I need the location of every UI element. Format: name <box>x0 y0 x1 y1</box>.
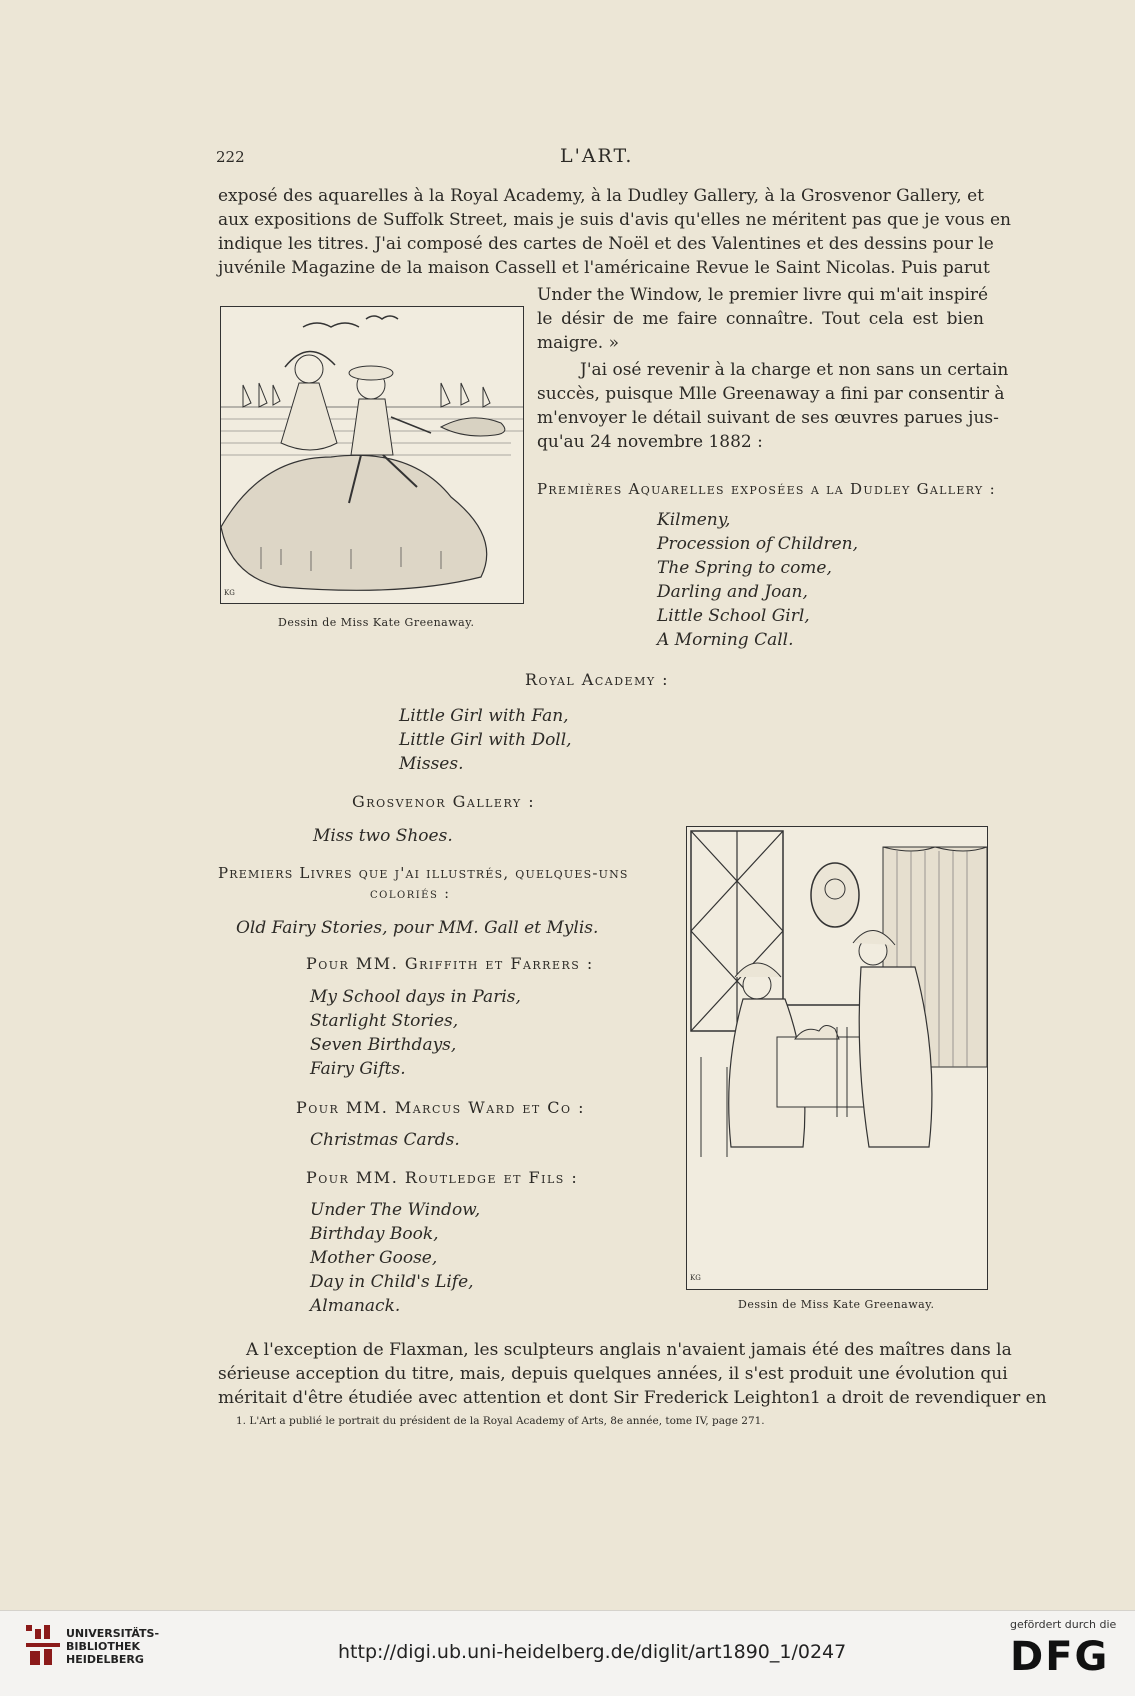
artwork-title: The Spring to come, <box>657 558 832 578</box>
paragraph-line: exposé des aquarelles à la Royal Academy, à la Dudley Gallery, à la Grosvenor Gallery, et <box>218 186 984 206</box>
children-drawing <box>221 307 523 603</box>
paragraph-line: J'ai osé revenir à la charge et non sans un certain <box>580 360 1009 380</box>
artist-monogram: KG <box>224 589 235 597</box>
paragraph-line: qu'au 24 novembre 1882 : <box>537 432 763 452</box>
book-title: Mother Goose, <box>310 1248 438 1268</box>
figure-1-caption: Dessin de Miss Kate Greenaway. <box>278 616 475 629</box>
paragraph-line: le désir de me faire connaître. Tout cela est bien <box>537 309 984 329</box>
library-name-line: BIBLIOTHEK <box>66 1640 141 1653</box>
book-title: Starlight Stories, <box>310 1011 459 1031</box>
book-title: Under The Window, <box>310 1200 481 1220</box>
illustration-tea-scene <box>686 826 988 1290</box>
book-title: Christmas Cards. <box>310 1130 460 1150</box>
library-name-line: HEIDELBERG <box>66 1653 144 1666</box>
books-heading-continued: coloriés : <box>370 886 451 902</box>
routledge-heading: Pour MM. Routledge et Fils : <box>306 1168 579 1187</box>
illustration-children-on-rock <box>220 306 524 604</box>
artwork-title: Kilmeny, <box>657 510 731 530</box>
paragraph-line: sérieuse acception du titre, mais, depuis quelques années, il s'est produit une évolution qui <box>218 1364 1008 1384</box>
book-title: My School days in Paris, <box>310 987 521 1007</box>
footnote: 1. L'Art a publié le portrait du président de la Royal Academy of Arts, 8e année, tome IV, page 271. <box>236 1415 765 1427</box>
artwork-title: Little School Girl, <box>657 606 810 626</box>
funded-by-label: gefördert durch die <box>1010 1618 1117 1631</box>
paragraph-line: indique les titres. J'ai composé des cartes de Noël et des Valentines et des dessins pour le <box>218 234 994 254</box>
marcus-heading: Pour MM. Marcus Ward et Co : <box>296 1098 586 1117</box>
paragraph-line: aux expositions de Suffolk Street, mais je suis d'avis qu'elles ne méritent pas que je vous en <box>218 210 1011 230</box>
artwork-title: Darling and Joan, <box>657 582 808 602</box>
book-title: Old Fairy Stories, pour MM. Gall et Mylis. <box>236 918 599 938</box>
figure-2-caption: Dessin de Miss Kate Greenaway. <box>738 1298 935 1311</box>
book-title: Almanack. <box>310 1296 401 1316</box>
artwork-title: Miss two Shoes. <box>313 826 453 846</box>
page-number: 222 <box>216 148 245 166</box>
running-title: L'ART. <box>560 145 634 167</box>
royal-heading: Royal Academy : <box>525 670 670 689</box>
paragraph-line: juvénile Magazine de la maison Cassell et l'américaine Revue le Saint Nicolas. Puis parut <box>218 258 990 278</box>
tea-scene-drawing <box>687 827 987 1289</box>
dudley-heading: Premières Aquarelles exposées a la Dudley Gallery : <box>537 480 996 498</box>
books-heading: Premiers Livres que j'ai illustrés, quelques-uns <box>218 864 629 882</box>
griffith-heading: Pour MM. Griffith et Farrers : <box>306 954 594 973</box>
paragraph-line: A l'exception de Flaxman, les sculpteurs anglais n'avaient jamais été des maîtres dans la <box>246 1340 1012 1360</box>
paragraph-line: Under the Window, le premier livre qui m'ait inspiré <box>537 285 989 305</box>
book-title: Day in Child's Life, <box>310 1272 474 1292</box>
source-url-link[interactable]: http://digi.ub.uni-heidelberg.de/diglit/art1890_1/0247 <box>338 1641 847 1663</box>
book-title: Birthday Book, <box>310 1224 439 1244</box>
paragraph-line: méritait d'être étudiée avec attention et dont Sir Frederick Leighton1 a droit de revendiquer en <box>218 1388 1047 1408</box>
artist-monogram: KG <box>690 1274 701 1282</box>
artwork-title: A Morning Call. <box>657 630 794 650</box>
paragraph-line: maigre. » <box>537 333 619 353</box>
paragraph-line: m'envoyer le détail suivant de ses œuvres parues jus- <box>537 408 999 428</box>
library-name-line: UNIVERSITÄTS- <box>66 1627 160 1640</box>
book-title: Seven Birthdays, <box>310 1035 457 1055</box>
artwork-title: Little Girl with Fan, <box>399 706 569 726</box>
dfg-logo: DFG <box>1010 1634 1110 1680</box>
paragraph-line: succès, puisque Mlle Greenaway a fini par consentir à <box>537 384 1005 404</box>
artwork-title: Procession of Children, <box>657 534 859 554</box>
digitization-footer <box>0 1610 1135 1696</box>
book-title: Fairy Gifts. <box>310 1059 406 1079</box>
grosvenor-heading: Grosvenor Gallery : <box>352 792 536 811</box>
artwork-title: Little Girl with Doll, <box>399 730 572 750</box>
library-name <box>66 1627 159 1666</box>
university-library-logo-icon <box>26 1625 60 1665</box>
artwork-title: Misses. <box>399 754 464 774</box>
